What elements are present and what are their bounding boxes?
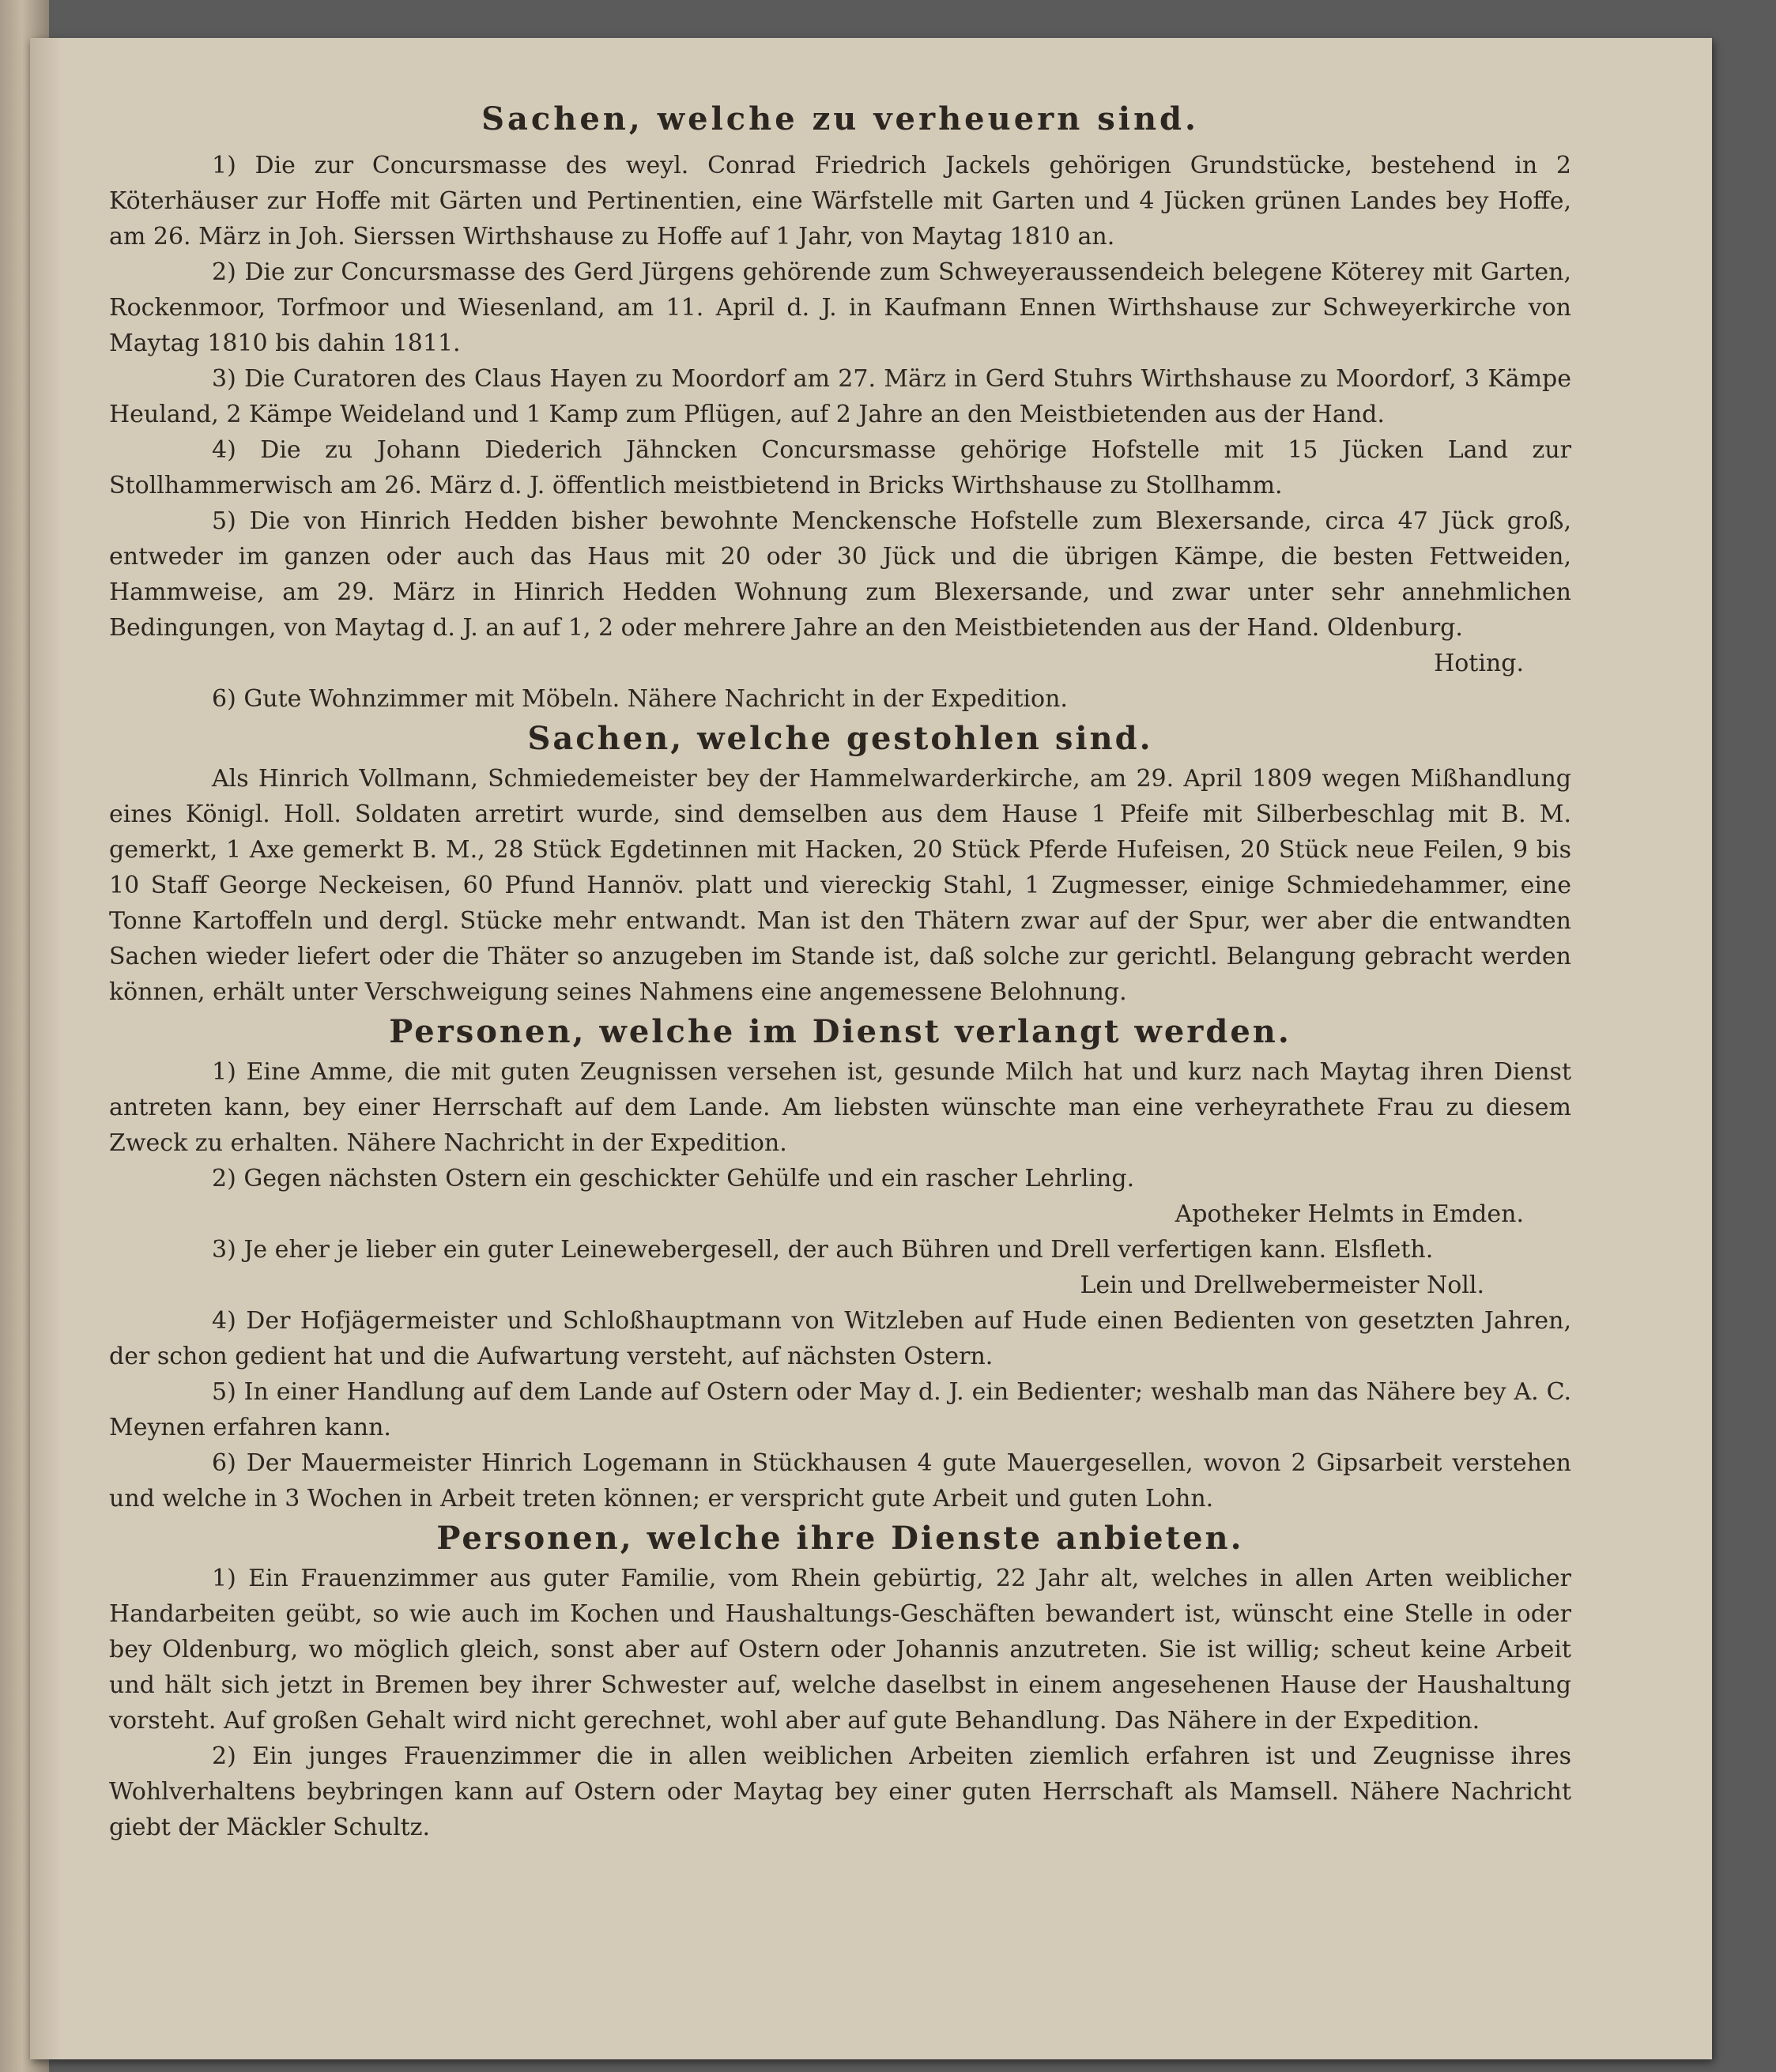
notice-item: 1) Eine Amme, die mit guten Zeugnissen versehen ist, gesunde Milch hat und kurz nach Maytag ihren Dienst antreten kann, bey einer Herrschaft auf dem Lande. Am liebsten wünschte man eine verheyrathete Frau zu diesem Zweck zu erhalten. Nähere Nachricht in der Expedition. (109, 1058, 1571, 1157)
notice-item: 2) Ein junges Frauenzimmer die in allen weiblichen Arbeiten ziemlich erfahren ist und Zeugnisse ihres Wohlverhaltens beybringen kann auf Ostern oder Maytag bey einer guten Herrschaft als Mamsell. Nähere Nachricht giebt der Mäckler Schultz. (109, 1742, 1571, 1841)
notice-item: 5) Die von Hinrich Hedden bisher bewohnte Menckensche Hofstelle zum Blexersande, circa 47 Jück groß, entweder im ganzen oder auch das Haus mit 20 oder 30 Jück und die übrigen Kämpe, die besten Fettweiden, Hammweise, am 29. März in Hinrich Hedden Wohnung zum Blexersande, und zwar unter sehr annehmlichen Bedingungen, von Maytag d. J. an auf 1, 2 oder mehrere Jahre an den Meistbietenden aus der Hand. Oldenburg. (109, 507, 1571, 642)
notice-item: 2) Die zur Concursmasse des Gerd Jürgens gehörende zum Schweyeraussendeich belegene Köterey mit Garten, Rockenmoor, Torfmoor und Wiesenland, am 11. April d. J. in Kaufmann Ennen Wirthshause zur Schweyerkirche von Maytag 1810 bis dahin 1811. (109, 258, 1571, 357)
notice-item: 4) Der Hofjägermeister und Schloßhauptmann von Witzleben auf Hude einen Bedienten von gesetzten Jahren, der schon gedient hat und die Aufwartung versteht, auf nächsten Ostern. (109, 1307, 1571, 1370)
newspaper-page (30, 38, 1712, 2059)
notice-item: 1) Ein Frauenzimmer aus guter Familie, vom Rhein gebürtig, 22 Jahr alt, welches in allen Arten weiblicher Handarbeiten geübt, so wie auch im Kochen und Haushaltungs-Geschäften bewandert ist, wünscht eine Stelle in oder bey Oldenburg, wo möglich gleich, sonst aber auf Ostern oder Johannis anzutreten. Sie ist willig; scheut keine Arbeit und hält sich jetzt in Bremen bey ihrer Schwester auf, welche daselbst in einem angesehenen Hause der Haushaltung vorsteht. Auf großen Gehalt wird nicht gerechnet, wohl aber auf gute Behandlung. Das Nähere in der Expedition. (109, 1565, 1571, 1735)
section-heading-stolen: Sachen, welche gestohlen sind. (527, 720, 1153, 757)
notice-item: 3) Je eher je lieber ein guter Leinewebergesell, der auch Bühren und Drell verfertigen kann. Elsfleth. (212, 1236, 1434, 1264)
notice-item: Als Hinrich Vollmann, Schmiedemeister bey der Hammelwarderkirche, am 29. April 1809 wegen Mißhandlung eines Königl. Holl. Soldaten arretirt wurde, sind demselben aus dem Hause 1 Pfeife mit Silberbeschlag mit B. M. gemerkt, 1 Axe gemerkt B. M., 28 Stück Egdetinnen mit Hacken, 20 Stück Pferde Hufeisen, 20 Stück neue Feilen, 9 bis 10 Staff George Neckeisen, 60 Pfund Hannöv. platt und viereckig Stahl, 1 Zugmesser, einige Schmiedehammer, eine Tonne Kartoffeln und dergl. Stücke mehr entwandt. Man ist den Thätern zwar auf der Spur, wer aber die entwandten Sachen wieder liefert oder die Thäter so anzugeben im Stande ist, daß solche zur gerichtl. Belangung gebracht werden können, erhält unter Verschweigung seines Nahmens eine angemessene Belohnung. (109, 765, 1571, 1006)
section-heading-offered: Personen, welche ihre Dienste anbieten. (436, 1520, 1244, 1557)
notice-signature: Apotheker Helmts in Emden. (1175, 1200, 1524, 1228)
notice-item: 6) Gute Wohnzimmer mit Möbeln. Nähere Nachricht in der Expedition. (212, 685, 1068, 713)
notice-signature: Hoting. (1434, 650, 1524, 677)
notice-item: 5) In einer Handlung auf dem Lande auf Ostern oder May d. J. ein Bedienter; weshalb man das Nähere bey A. C. Meynen erfahren kann. (109, 1378, 1571, 1441)
section-heading-rent: Sachen, welche zu verheuern sind. (481, 100, 1199, 138)
notice-item: 1) Die zur Concursmasse des weyl. Conrad Friedrich Jackels gehörigen Grundstücke, bestehend in 2 Köterhäuser zur Hoffe mit Gärten und Pertinentien, eine Wärfstelle mit Garten und 4 Jücken grünen Landes bey Hoffe, am 26. März in Joh. Sierssen Wirthshause zu Hoffe auf 1 Jahr, von Maytag 1810 an. (109, 152, 1571, 251)
section-heading-wanted: Personen, welche im Dienst verlangt werden. (389, 1013, 1291, 1050)
notice-signature: Lein und Drellwebermeister Noll. (1080, 1271, 1484, 1299)
notice-item: 3) Die Curatoren des Claus Hayen zu Moordorf am 27. März in Gerd Stuhrs Wirthshause zu Moordorf, 3 Kämpe Heuland, 2 Kämpe Weideland und 1 Kamp zum Pflügen, auf 2 Jahre an den Meistbietenden aus der Hand. (109, 365, 1571, 428)
notice-item: 4) Die zu Johann Diederich Jähncken Concursmasse gehörige Hofstelle mit 15 Jücken Land zur Stollhammerwisch am 26. März d. J. öffentlich meistbietend in Bricks Wirthshause zu Stollhamm. (109, 436, 1571, 499)
page-content (109, 97, 1571, 1845)
notice-item: 6) Der Mauermeister Hinrich Logemann in Stückhausen 4 gute Mauergesellen, wovon 2 Gipsarbeit verstehen und welche in 3 Wochen in Arbeit treten können; er verspricht gute Arbeit und guten Lohn. (109, 1449, 1571, 1513)
notice-item: 2) Gegen nächsten Ostern ein geschickter Gehülfe und ein rascher Lehrling. (212, 1165, 1135, 1192)
